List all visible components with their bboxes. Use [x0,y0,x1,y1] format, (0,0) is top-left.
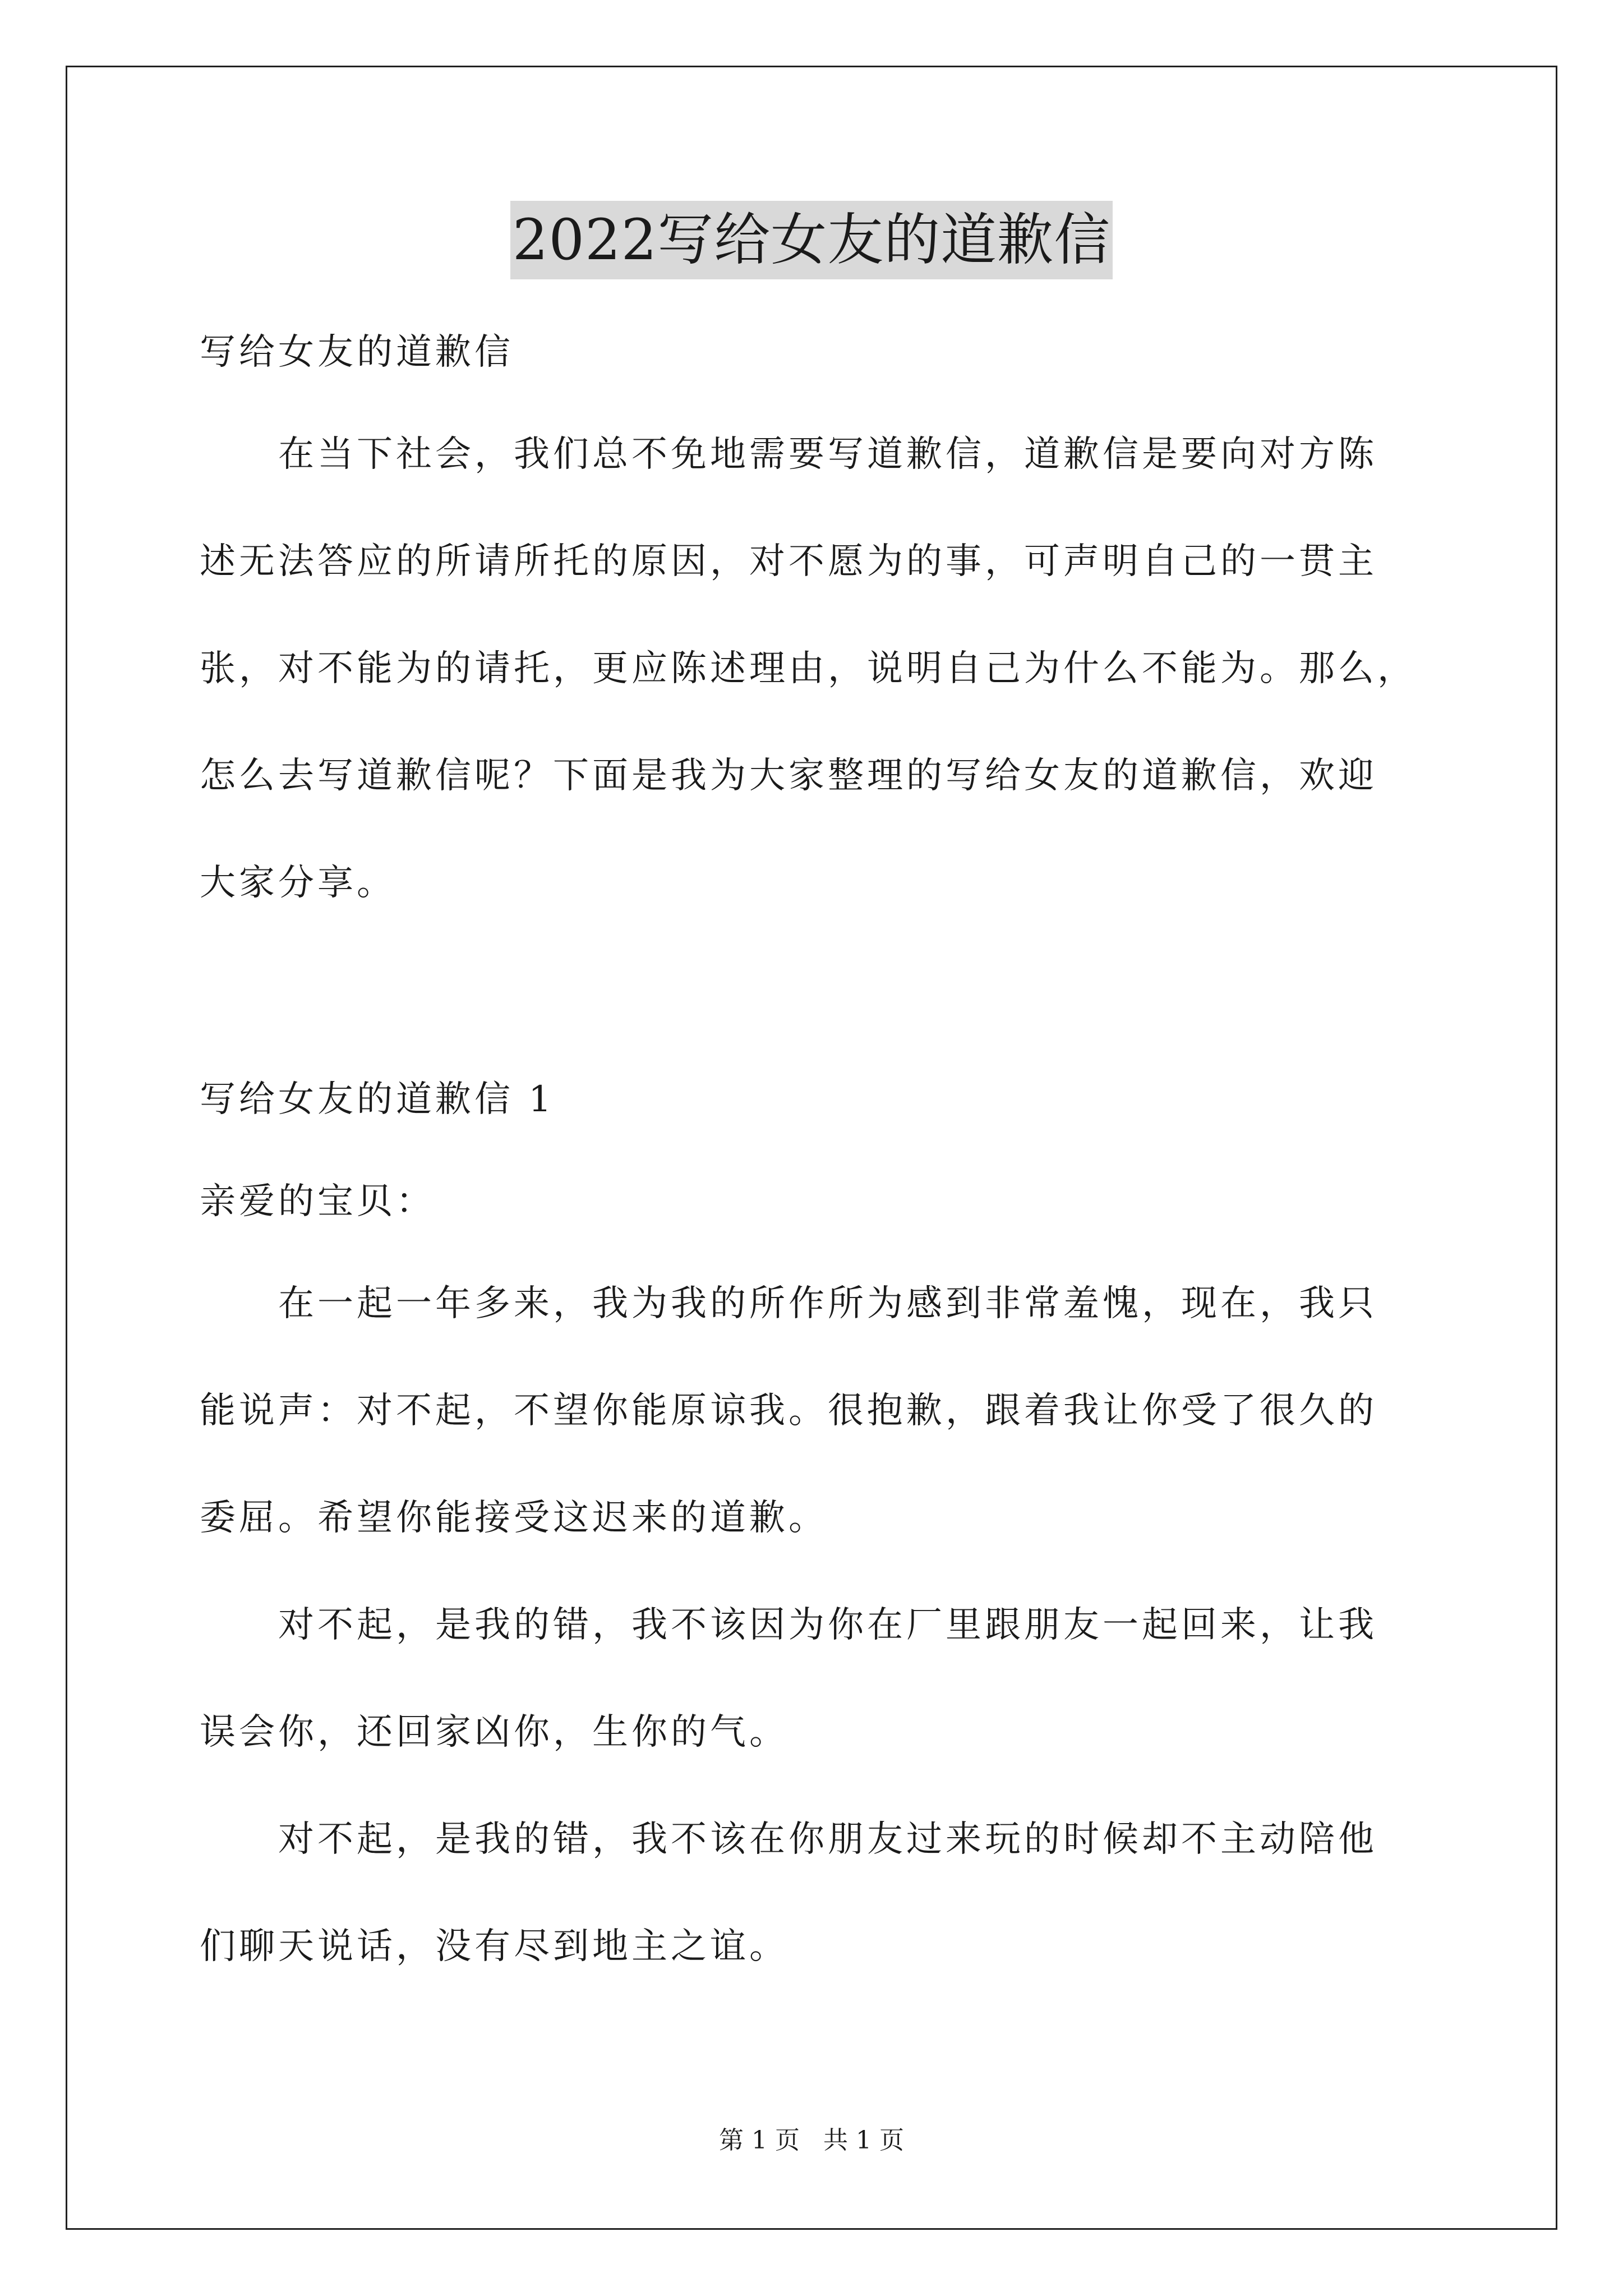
text-line: 张，对不能为的请托，更应陈述理由，说明自己为什么不能为。那么， [200,648,1417,689]
paragraph-2 [200,1598,1461,1759]
text-line: 们聊天说话，没有尽到地主之谊。 [200,1926,789,1967]
text-line: 能说声：对不起，不望你能原谅我。很抱歉，跟着我让你受了很久的 [200,1390,1377,1432]
text-line: 对不起，是我的错，我不该因为你在厂里跟朋友一起回来，让我 [200,1604,1377,1646]
text-line: 述无法答应的所请所托的原因，对不愿为的事，可声明自己的一贯主 [200,541,1377,582]
section-title: 写给女友的道歉信 1 [200,1079,555,1120]
text-line: 大家分享。 [200,862,396,904]
text-line: 委屈。希望你能接受这迟来的道歉。 [200,1497,828,1539]
text-line: 在一起一年多来，我为我的所作所为感到非常羞愧，现在，我只 [200,1283,1377,1324]
intro-paragraph [200,427,1461,910]
text-line: 在当下社会，我们总不免地需要写道歉信，道歉信是要向对方陈 [200,434,1377,475]
text-line: 对不起，是我的错，我不该在你朋友过来玩的时候却不主动陪他 [200,1819,1377,1860]
text-line: 怎么去写道歉信呢？下面是我为大家整理的写给女友的道歉信，欢迎 [200,755,1377,797]
page-footer [0,2124,1623,2157]
paragraph-1 [200,1277,1461,1545]
subtitle: 写给女友的道歉信 [200,332,514,373]
salutation: 亲爱的宝贝： [200,1181,435,1222]
document-body [200,325,1461,1973]
page-total: 共 1 页 [823,2126,904,2155]
page-number: 第 1 页 [719,2126,800,2155]
title-container [0,201,1623,279]
text-line: 误会你，还回家凶你，生你的气。 [200,1711,789,1753]
document-title: 2022写给女友的道歉信 [510,201,1113,279]
paragraph-3 [200,1812,1461,1973]
